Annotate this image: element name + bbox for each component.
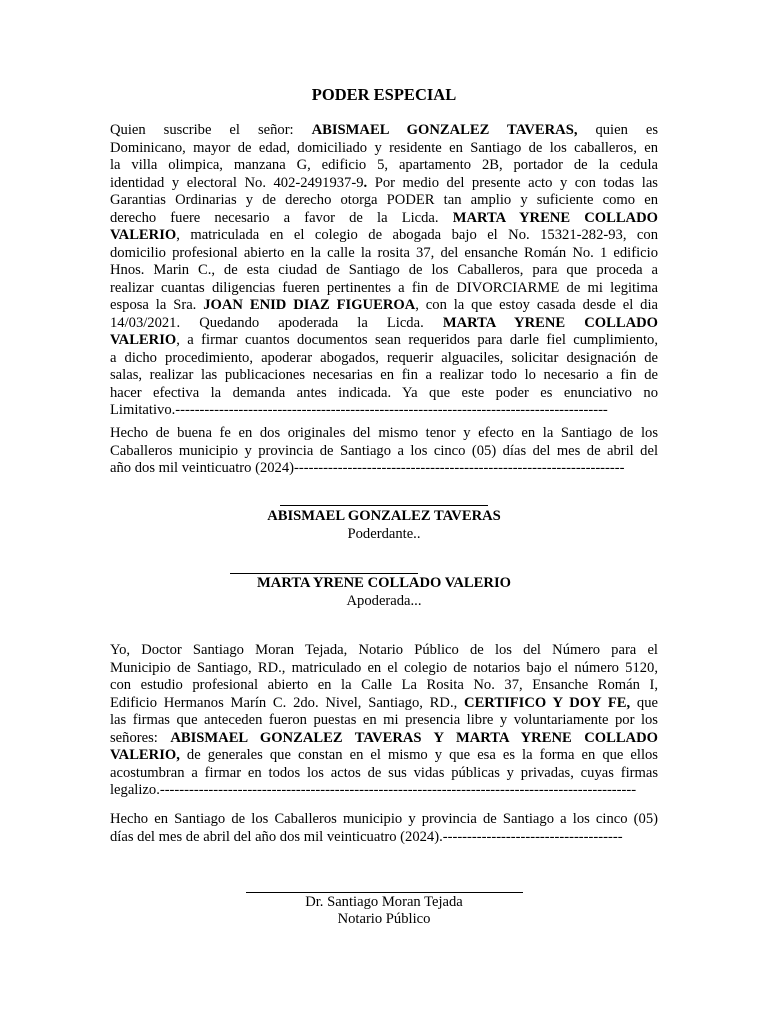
signing-date-paragraph (110, 425, 658, 478)
bold-text: ABISMAEL GONZALEZ TAVERAS, (311, 122, 578, 138)
notary-name: Dr. Santiago Moran Tejada (305, 894, 463, 910)
bold-text: VALERIO (110, 332, 177, 348)
paragraph-line: Hnos. Marin C., de esta ciudad de Santiago de los Caballeros, para que proceda a (110, 262, 658, 278)
paragraph-line: con estudio profesional abierto en la Calle La Rosita No. 37, Ensanche Román I, (110, 677, 658, 693)
paragraph-line: 14/03/2021. Quedando apoderada la Licda. MARTA YRENE COLLADO (110, 314, 658, 331)
grantor-role: Poderdante.. (347, 526, 421, 542)
paragraph-line: Limitativo.----------------------------------------------------------------------------------------- (110, 402, 608, 418)
paragraph-line: esposa la Sra. JOAN ENID DIAZ FIGUEROA, con la que estoy casada desde el dia (110, 297, 658, 313)
paragraph-line: Hecho de buena fe en dos originales del mismo tenor y efecto en la Santiago de los (110, 425, 658, 441)
bold-text: VALERIO (110, 227, 177, 243)
paragraph-line: VALERIO, de generales que constan en el mismo y que esa es la forma en que ellos (110, 747, 658, 763)
paragraph-line: salas, realizar las publicaciones necesarias en fin a realizar todo lo necesario a fin de (110, 367, 658, 383)
attorney-name: MARTA YRENE COLLADO VALERIO (257, 575, 511, 591)
paragraph-line: acostumbran a firmar en todos los actos de sus vidas públicas y privadas, cuyas firmas (110, 764, 658, 781)
signature-line-attorney (230, 573, 418, 574)
paragraph-line: Edificio Hermanos Marín C. 2do. Nivel, Santiago, RD., CERTIFICO Y DOY FE, que (110, 694, 658, 711)
paragraph-line: domicilio profesional abierto en la calle la rosita 37, del ensanche Román No. 1 edificio (110, 244, 658, 261)
paragraph-line: señores: ABISMAEL GONZALEZ TAVERAS Y MARTA YRENE COLLADO (110, 729, 658, 746)
paragraph-line: días del mes de abril del año dos mil veinticuatro (2024).------------------------------------- (110, 828, 623, 845)
notary-certification-paragraph (110, 642, 658, 800)
notary-date-paragraph (110, 811, 658, 846)
paragraph-line: Caballeros municipio y provincia de Santiago a los cinco (05) días del mes de abril del (110, 442, 658, 459)
grantor-name: ABISMAEL GONZALEZ TAVERAS (267, 508, 501, 524)
paragraph-line: Municipio de Santiago, RD., matriculado en el colegio de notarios bajo el número 5120, (110, 659, 658, 676)
paragraph-line: Quien suscribe el señor: ABISMAEL GONZALEZ TAVERAS, quien es (110, 122, 658, 138)
paragraph-line: la villa olimpica, manzana G, edificio 5, apartamento 2B, portador de la cedula (110, 157, 658, 173)
signature-line-notary (246, 892, 523, 893)
paragraph-line: Dominicano, mayor de edad, domiciliado y residente en Santiago de los caballeros, en (110, 139, 658, 156)
paragraph-line: hacer efectiva la demanda antes indicada. Ya que este poder es enunciativo no (110, 384, 658, 401)
bold-text: JOAN ENID DIAZ FIGUEROA (203, 297, 416, 313)
bold-text: CERTIFICO Y DOY FE, (464, 694, 631, 711)
paragraph-line: Garantias Ordinarias y de derecho otorga PODER tan amplio y suficiente como en (110, 192, 658, 208)
bold-text: . (363, 174, 368, 191)
bold-text: MARTA YRENE COLLADO (442, 314, 658, 331)
paragraph-line: VALERIO, matriculada en el colegio de abogada bajo el No. 15321-282-93, con (110, 227, 658, 243)
paragraph-line: VALERIO, a firmar cuantos documentos sean requeridos para darle fiel cumplimiento, (110, 332, 658, 348)
signature-line-grantor (280, 505, 488, 506)
document-title: PODER ESPECIAL (311, 85, 457, 104)
power-of-attorney-paragraph (110, 122, 658, 420)
bold-text: ABISMAEL GONZALEZ TAVERAS Y MARTA YRENE COLLADO (170, 729, 658, 746)
notary-title: Notario Público (337, 911, 431, 927)
paragraph-line: a dicho procedimiento, apoderar abogados, requerir alguaciles, solicitar designación de (110, 349, 658, 366)
bold-text: MARTA YRENE COLLADO (452, 209, 658, 226)
paragraph-line: realizar cuantas diligencias fueren pertinentes a fin de DIVORCIARME de mi legitima (110, 279, 658, 296)
bold-text: VALERIO, (110, 747, 180, 763)
paragraph-line: Hecho en Santiago de los Caballeros municipio y provincia de Santiago a los cinco (05) (110, 811, 658, 827)
paragraph-line: derecho fuere necesario a favor de la Licda. MARTA YRENE COLLADO (110, 209, 658, 226)
paragraph-line: identidad y electoral No. 402-2491937-9. Por medio del presente acto y con todas las (110, 174, 658, 191)
paragraph-line: año dos mil veinticuatro (2024)-------------------------------------------------------------------- (110, 460, 625, 476)
paragraph-line: legalizo.-------------------------------------------------------------------------------------------------- (110, 782, 637, 798)
attorney-role: Apoderada... (346, 593, 422, 609)
paragraph-line: Yo, Doctor Santiago Moran Tejada, Notario Público de los del Número para el (110, 642, 658, 658)
paragraph-line: las firmas que anteceden fueron puestas en mi presencia libre y voluntariamente por los (110, 712, 658, 728)
